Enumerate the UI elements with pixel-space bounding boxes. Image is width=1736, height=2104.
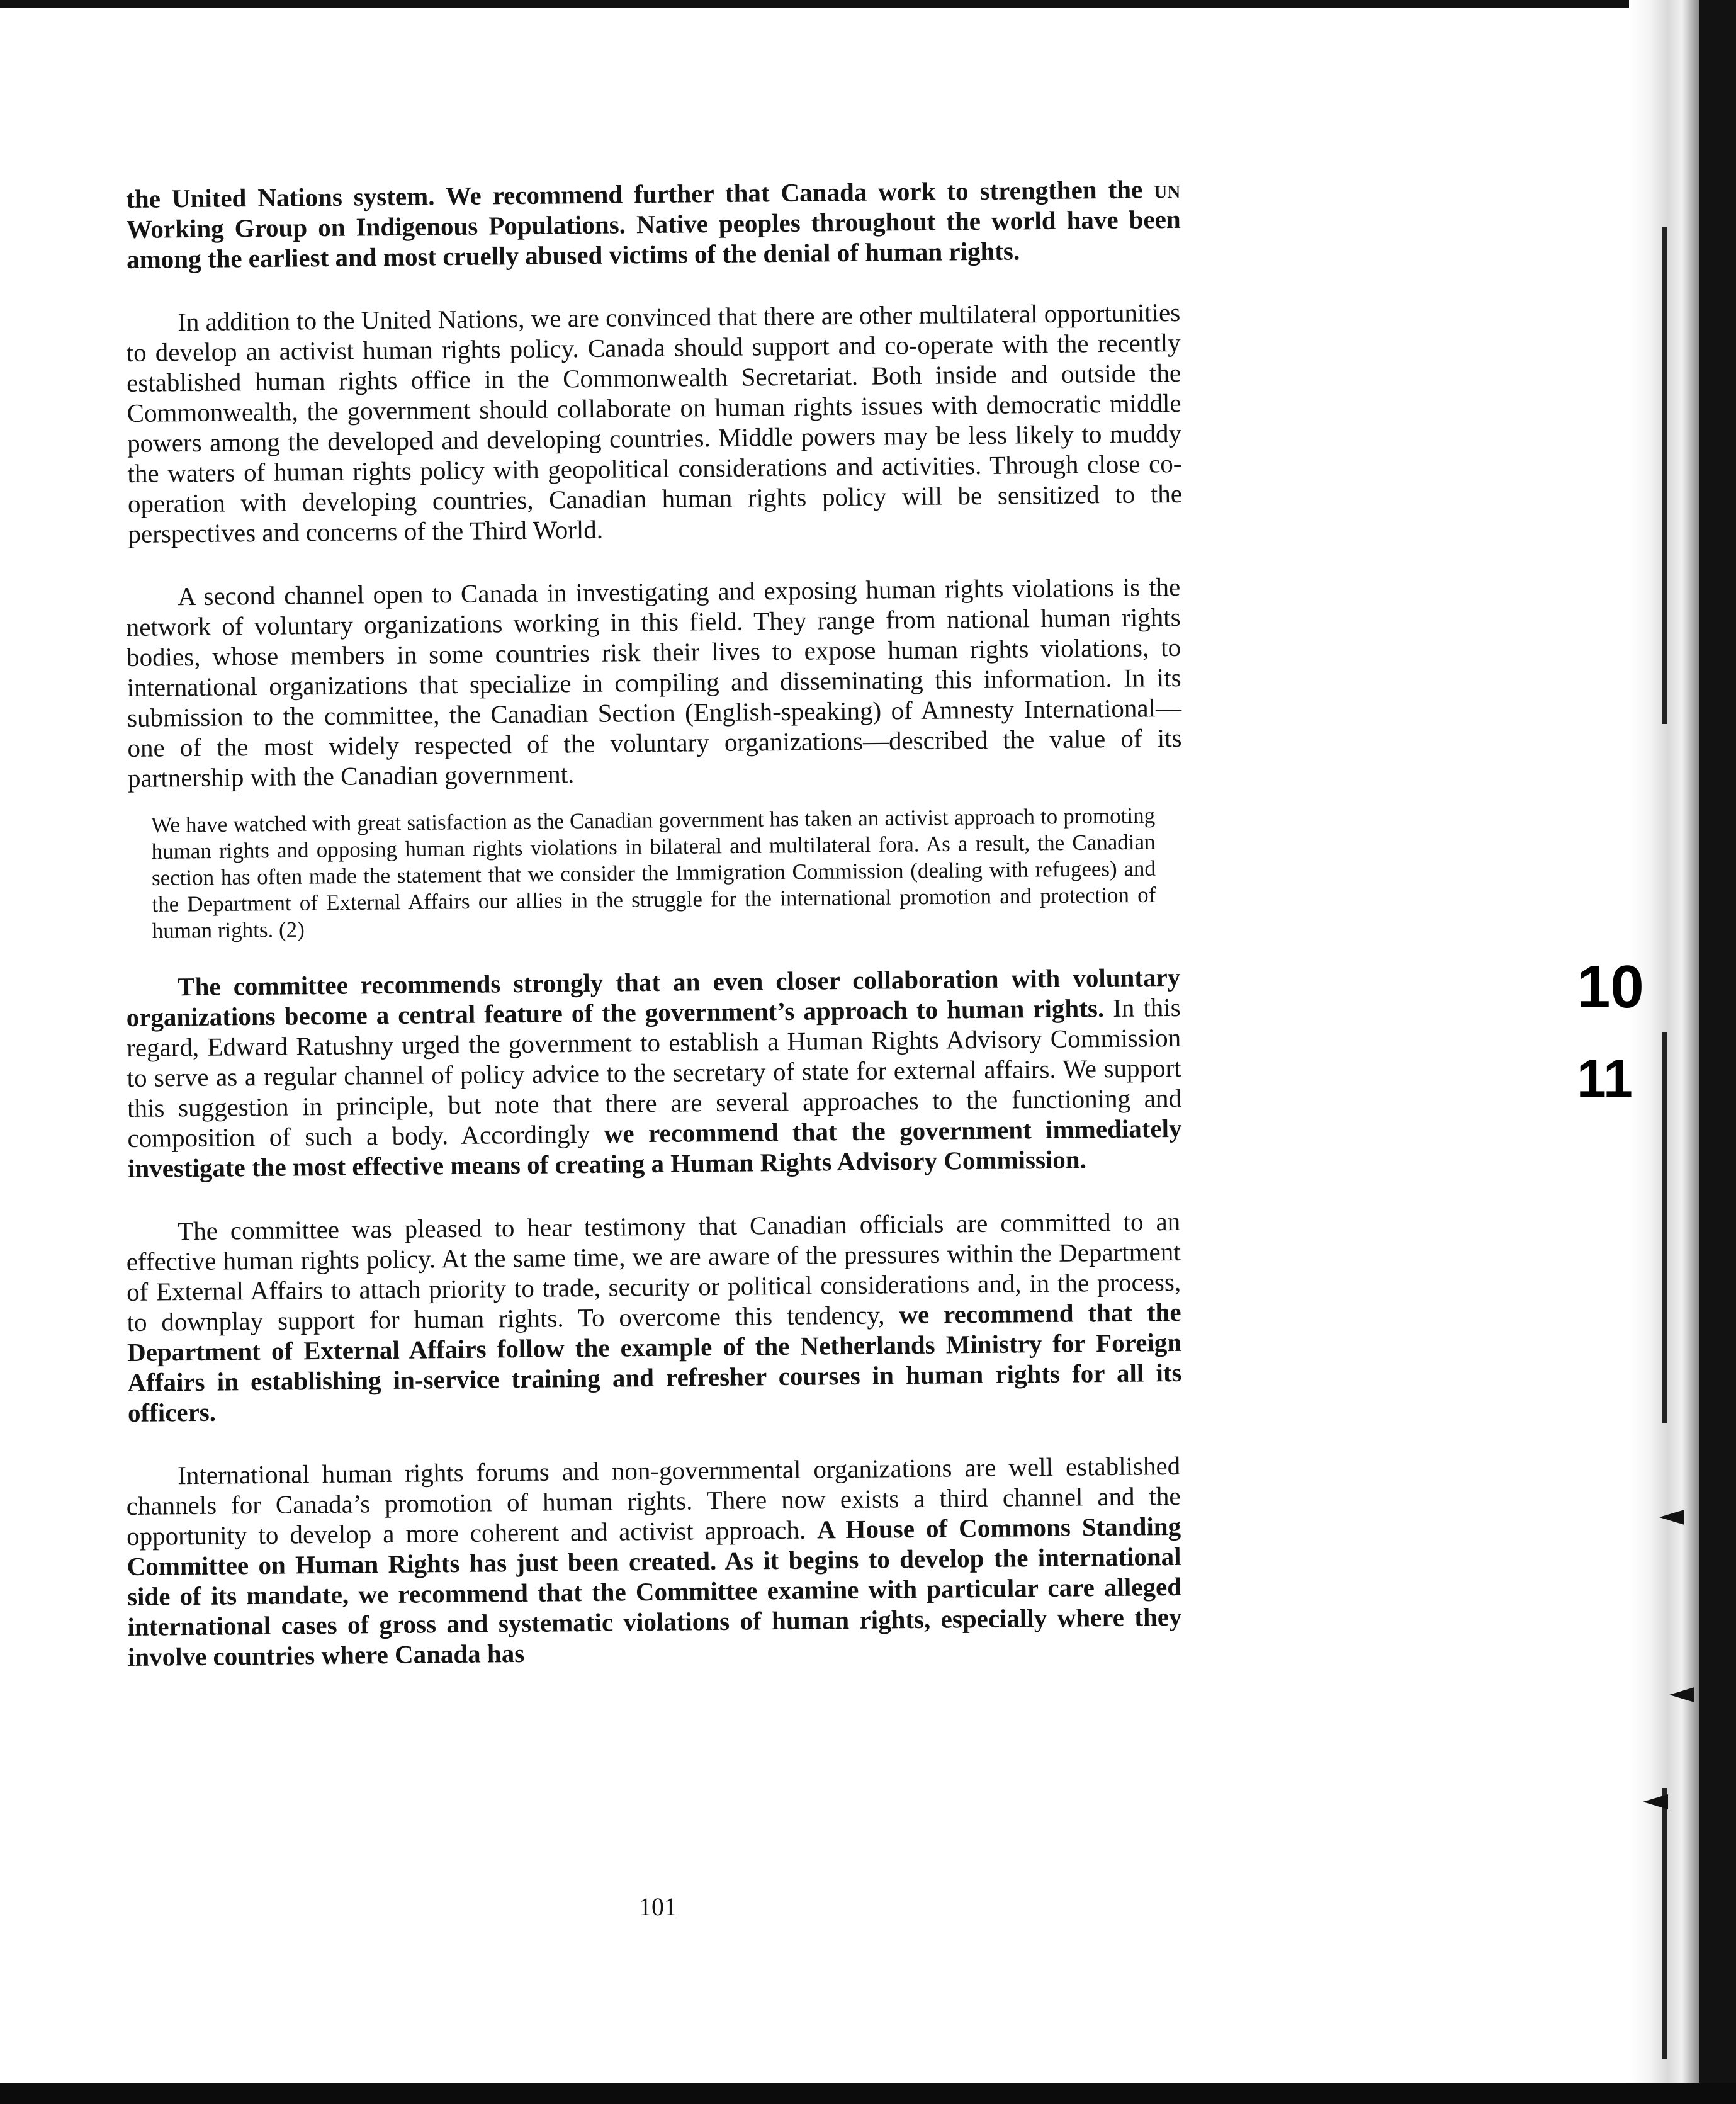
scan-edge-right	[1699, 0, 1736, 2104]
binding-line-upper	[1662, 227, 1667, 724]
text-run: In this regard, Edward Ratushny urged the government to establish a Human Rights Advisory Commission to serve as a regular channel of policy advice to the secretary of state for external affairs. We support this suggestion in principle, but note that there are several approaches to the functioning and composition of such a body. Accordingly	[126, 992, 1182, 1153]
text-run: In addition to the United Nations, we are convinced that there are other multilateral opportunities to develop an activist human rights policy. Canada should support and co-operate with the recently established human rights office in the Commonwealth Secretariat. Both inside and outside the Commonwealth, the government should collaborate on human rights issues with democratic middle powers among the developed and developing countries. Middle powers may be less likely to muddy the waters of human rights policy with geopolitical considerations and activities. Through close co-operation with developing countries, Canadian human rights policy will be sensitized to the perspectives and concerns of the Third World.	[126, 297, 1183, 548]
bold-text-run: we recommend that the government immediately investigate the most effective means of creating a Human Rights Advisory Commission.	[127, 1113, 1182, 1183]
margin-arrow-mark	[1643, 1794, 1668, 1809]
paragraph	[126, 297, 1183, 549]
scan-edge-bottom	[0, 2083, 1736, 2104]
document-body	[126, 174, 1183, 1672]
paragraph	[126, 174, 1181, 274]
paragraph	[126, 962, 1182, 1184]
bold-text-run: The committee recommends strongly that an even closer collaboration with voluntary organizations become a central feature of the government’s approach to human rights.	[126, 962, 1181, 1032]
margin-tab-11: 11	[1577, 1049, 1633, 1108]
text-run: The committee was pleased to hear testimony that Canadian officials are committed to an effective human rights policy. At the same time, we are aware of the pressures within the Department of External Affairs to attach priority to trade, security or political considerations and, in the process, to downplay support for human rights. To overcome this tendency,	[126, 1206, 1181, 1337]
binding-line-middle	[1662, 1032, 1667, 1423]
bold-text-run: un	[1154, 174, 1181, 204]
margin-tab-10: 10	[1577, 953, 1644, 1021]
binding-line-lower	[1662, 1788, 1667, 2059]
text-run: International human rights forums and non-governmental organizations are well established channels for Canada’s promotion of human rights. There now exists a third channel and the opportunity to develop a more coherent and activist approach.	[126, 1451, 1181, 1551]
margin-arrow-mark	[1669, 1687, 1694, 1702]
paragraph	[126, 1451, 1182, 1672]
bold-text-run: A House of Commons Standing Committee on Human Rights has just been created. As it begins to develop the international side of its mandate, we recommend that the Committee examine with particular care alleged international cases of gross and systematic violations of human rights, especially where they involve countries where Canada has	[127, 1511, 1182, 1671]
margin-arrow-mark	[1659, 1510, 1684, 1525]
text-run: A second channel open to Canada in investigating and exposing human rights violations is the network of voluntary organizations working in this field. They range from national human rights bodies, whose members in some countries risk their lives to expose human rights violations, to international organizations that specialize in compiling and disseminating this information. In its submission to the committee, the Canadian Section (English-speaking) of Amnesty International—one of the most widely respected of the voluntary organizations—described the value of its partnership with the Canadian government.	[126, 572, 1182, 793]
bold-text-run: we recommend that the Department of External Affairs follow the example of the Netherlands Ministry for Foreign Affairs in establishing in-service training and refresher courses in human rights for all its officers.	[127, 1297, 1182, 1427]
text-run: We have watched with great satisfaction as the Canadian government has taken an activist approach to promoting human rights and opposing human rights violations in bilateral and multilateral fora. As a result, the Canadian section has often made the statement that we consider the Immigration Commission (dealing with refugees) and the Department of External Affairs our allies in the struggle for the international promotion and protection of human rights. (2)	[151, 803, 1156, 943]
page-number: 101	[639, 1892, 677, 1921]
scan-edge-top	[0, 0, 1736, 8]
block-quote	[151, 803, 1156, 944]
paragraph	[126, 572, 1182, 793]
paragraph	[126, 1206, 1182, 1428]
bold-text-run: the United Nations system. We recommend further that Canada work to strengthen the	[126, 174, 1154, 213]
bold-text-run: Working Group on Indigenous Populations. Native peoples throughout the world have been among the earliest and most cruelly abused victims of the denial of human rights.	[126, 204, 1181, 274]
